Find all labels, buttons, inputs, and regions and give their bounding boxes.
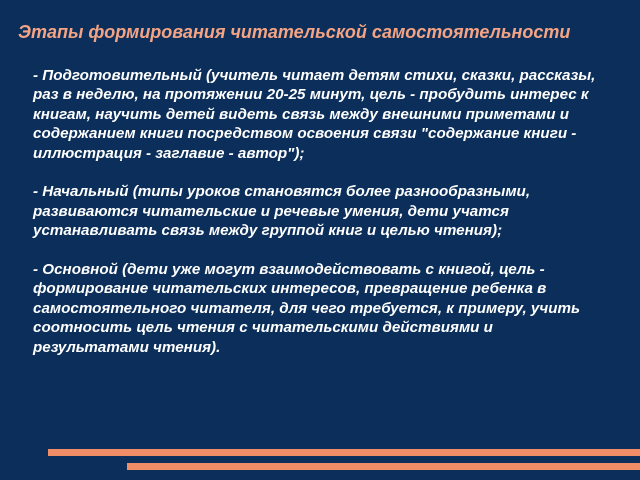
decorative-stripe-bottom (127, 463, 640, 470)
slide-title: Этапы формирования читательской самостоятельности (18, 22, 571, 42)
stage-initial-paragraph: - Начальный (типы уроков становятся более разнообразными, развиваются читательские и речевые умения, дети учатся устанавливать связь между группой книг и целью чтения); (33, 183, 531, 240)
decorative-stripe-top (48, 449, 640, 456)
slide-body (33, 66, 603, 357)
stage-preparatory-paragraph: - Подготовительный (учитель читает детям стихи, сказки, рассказы, раз в неделю, на протяжении 20-25 минут, цель - пробудить интерес к книгам, научить детей видеть связь между внешними приметами и содержанием книги посредством освоения связи "содержание книги - иллюстрация - заглавие - автор"); (33, 67, 596, 162)
stage-main-paragraph: - Основной (дети уже могут взаимодействовать с книгой, цель - формирование читательских интересов, превращение ребенка в самостоятельного читателя, для чего требуется, к примеру, учить соотносить цель чтения с читательскими действиями и результатами чтения). (33, 261, 581, 356)
